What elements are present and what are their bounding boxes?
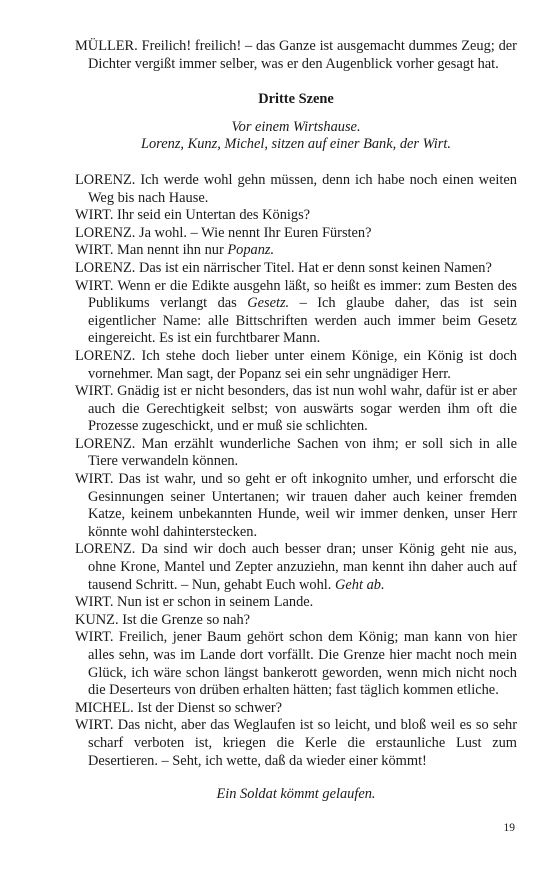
- speech-text: Das nicht, aber das Weglaufen ist so leicht, und bloß weil es so sehr scharf verboten ist, kriegen die Kerle die erstaunliche Lust zum Desertieren. – Seht, ich wette, daß da wieder einer kömmt!: [88, 717, 517, 769]
- speech-emphasis: Popanz.: [227, 242, 275, 259]
- page-body: [75, 38, 517, 804]
- speech-text: Das ist wahr, und so geht er oft inkognito umher, und erforscht die Gesinnungen seiner Untertanen; wir trauen daher auch keiner fremden Katze, keinem unbekannten Hunde, weil wir immer denken, unser Herr könnte wohl dahinterstecken.: [88, 471, 517, 540]
- speaker-name: WIRT.: [75, 471, 114, 488]
- speaker-name: LORENZ.: [75, 541, 136, 558]
- speaker-name: WIRT.: [75, 242, 114, 259]
- speech-text: Ihr seid ein Untertan des Königs?: [117, 207, 311, 224]
- dialogue-line: [75, 225, 517, 243]
- speech-text: Gnädig ist er nicht besonders, das ist nun wohl wahr, dafür ist er aber auch die Gerechtigkeit selbst; von auswärts sogar werden ihm oft die Prozesse zugeschickt, und er muß sie schlichten.: [88, 383, 517, 435]
- speaker-name: LORENZ.: [75, 435, 136, 452]
- dialogue-line: [75, 471, 517, 541]
- dialogue-line: [75, 260, 517, 278]
- speaker-name: WIRT.: [75, 629, 114, 646]
- speech-text: Man erzählt wunderliche Sachen von ihm; er soll sich in alle Tiere verwandeln können.: [88, 435, 517, 470]
- speech-text: Ist der Dienst so schwer?: [137, 699, 283, 716]
- dialogue-line: [75, 541, 517, 594]
- speaker-name: LORENZ.: [75, 224, 136, 241]
- speaker-name: WIRT.: [75, 594, 114, 611]
- dialogue-line: [75, 612, 517, 630]
- speaker-name: WIRT.: [75, 717, 114, 734]
- dialogue-line: [75, 278, 517, 348]
- speech-text: Nun ist er schon in seinem Lande.: [117, 594, 314, 611]
- speaker-name: WIRT.: [75, 277, 114, 294]
- dialogue-line: [75, 629, 517, 699]
- stage-direction-setting: Vor einem Wirtshause.: [231, 118, 361, 135]
- stage-direction-characters: Lorenz, Kunz, Michel, sitzen auf einer Bank, der Wirt.: [140, 136, 452, 153]
- speaker-name: MÜLLER.: [75, 38, 138, 54]
- speech-text: Da sind wir doch auch besser dran; unser König geht nie aus, ohne Krone, Mantel und Zepter anzuziehn, man kennt ihn daher auch auf tausend Schritt. – Nun, gehabt Euch wohl.: [88, 541, 517, 593]
- speaker-name: LORENZ.: [75, 259, 136, 276]
- speaker-name: LORENZ.: [75, 347, 136, 364]
- speech-text: Ich stehe doch lieber unter einem Könige, ein König ist doch vornehmer. Man sagt, der Popanz sei ein sehr ungnädiger Herr.: [88, 347, 517, 382]
- dialogue-line: [75, 172, 517, 207]
- dialogue-line: [75, 700, 517, 718]
- dialogue-block: [75, 172, 517, 770]
- speaker-name: WIRT.: [75, 383, 114, 400]
- speaker-name: MICHEL.: [75, 699, 134, 716]
- dialogue-line: [75, 717, 517, 770]
- speech-emphasis: Geht ab.: [335, 576, 385, 593]
- speech-text: Man nennt ihn nur: [117, 242, 228, 259]
- speech-text-continued: – Ich glaube daher, das ist sein eigentlicher Name: alle Bittschriften werden auch immer beim Gesetz eingereicht. Es ist ein furchtbarer Mann.: [88, 295, 517, 347]
- scene-stage-directions: [75, 119, 517, 154]
- speech-text: Ich werde wohl gehn müssen, denn ich habe noch einen weiten Weg bis nach Hause.: [88, 171, 517, 206]
- dialogue-line: [75, 348, 517, 383]
- speaker-name: KUNZ.: [75, 611, 119, 628]
- speech-text: Freilich, jener Baum gehört schon dem König; man kann von hier alles sehn, was im Lande dort vorfällt. Die Grenze hier macht noch mein Glück, ich wäre schon längst bankerott geworden, wenn mich nicht noch die Deserteurs von drüben erhalten hätten; fast täglich kommen etliche.: [88, 629, 517, 699]
- page-number: 19: [503, 822, 515, 834]
- dialogue-line: [75, 594, 517, 612]
- speech-emphasis: Gesetz.: [247, 295, 290, 312]
- stage-direction-closing: Ein Soldat kömmt gelaufen.: [216, 786, 376, 803]
- dialogue-line: [75, 207, 517, 225]
- speech-text: Das ist ein närrischer Titel. Hat er denn sonst keinen Namen?: [138, 259, 492, 276]
- speaker-name: WIRT.: [75, 207, 114, 224]
- dialogue-line: [75, 242, 517, 260]
- dialogue-line-mueller: [75, 38, 517, 73]
- dialogue-line: [75, 383, 517, 436]
- speaker-name: LORENZ.: [75, 171, 136, 188]
- speech-text: Freilich! freilich! – das Ganze ist ausgemacht dummes Zeug; der Dichter vergißt immer selber, was er den Augenblick vorher gesagt hat.: [88, 38, 517, 72]
- dialogue-line: [75, 436, 517, 471]
- speech-text: Wenn er die Edikte ausgehn läßt, so heißt es immer: zum Besten des Publikums verlangt das: [88, 277, 517, 312]
- speech-text: Ist die Grenze so nah?: [122, 611, 251, 628]
- scene-heading: Dritte Szene: [258, 91, 334, 108]
- speech-text: Ja wohl. – Wie nennt Ihr Euren Fürsten?: [138, 224, 372, 241]
